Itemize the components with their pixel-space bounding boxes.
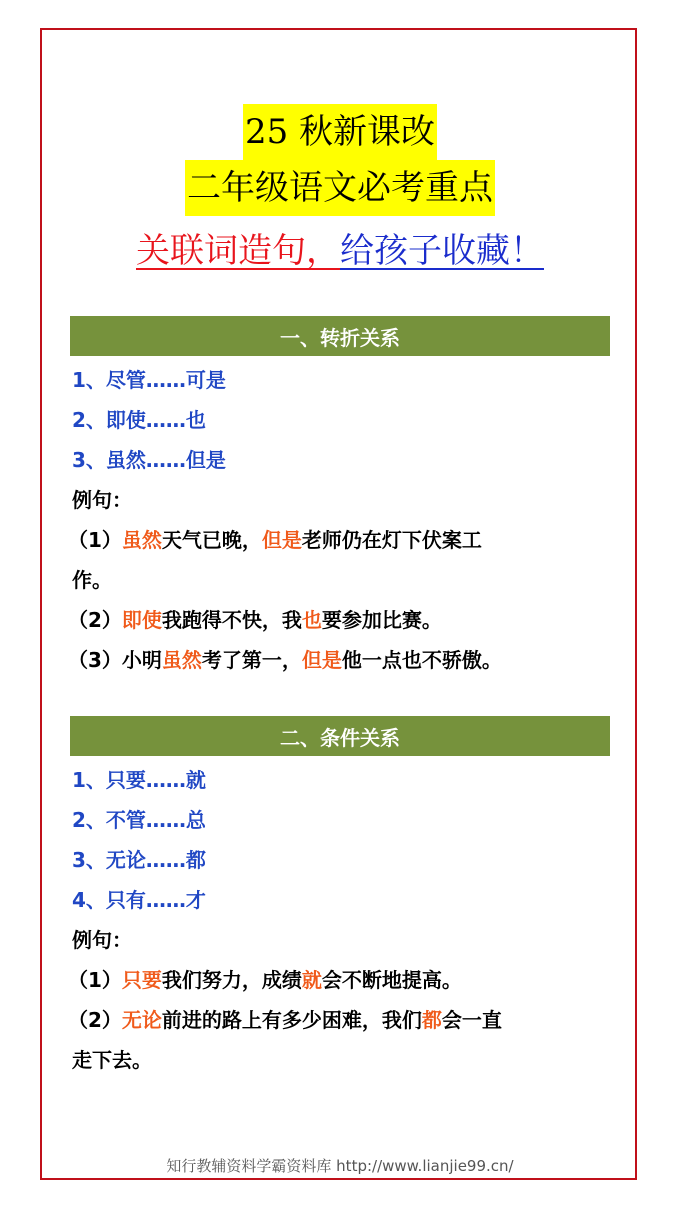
example-sentence: （1）只要我们努力，成绩就会不断地提高。 (68, 968, 462, 992)
example-sentence-continued: 走下去。 (72, 1048, 152, 1072)
title-line-2: 二年级语文必考重点 (0, 160, 680, 216)
example-sentence-continued: 作。 (72, 568, 112, 592)
example-label: 例句： (72, 488, 132, 512)
example-sentence: （1）虽然天气已晚，但是老师仍在灯下伏案工 (68, 528, 482, 552)
conjunction-item: 4、只有……才 (72, 888, 206, 912)
title-line-1: 25 秋新课改 (0, 104, 680, 160)
title-blue-part: 给孩子收藏！ (340, 231, 544, 271)
conjunction-item: 3、虽然……但是 (72, 448, 226, 472)
title-line-3 (0, 226, 680, 276)
conjunction-item: 2、不管……总 (72, 808, 206, 832)
example-sentence: （2）即使我跑得不快，我也要参加比赛。 (68, 608, 442, 632)
example-sentence: （2）无论前进的路上有多少困难，我们都会一直 (68, 1008, 502, 1032)
conjunction-item: 3、无论……都 (72, 848, 206, 872)
example-sentence: （3）小明虽然考了第一，但是他一点也不骄傲。 (68, 648, 502, 672)
conjunction-item: 1、尽管……可是 (72, 368, 226, 392)
section-heading-condition: 二、条件关系 (70, 716, 610, 756)
section-heading-transition: 一、转折关系 (70, 316, 610, 356)
example-label: 例句： (72, 928, 132, 952)
conjunction-item: 1、只要……就 (72, 768, 206, 792)
footer-source-text: 知行教辅资料学霸资料库 http://www.lianjie99.cn/ (166, 1157, 514, 1175)
conjunction-item: 2、即使……也 (72, 408, 206, 432)
title-red-part: 关联词造句， (136, 231, 340, 271)
